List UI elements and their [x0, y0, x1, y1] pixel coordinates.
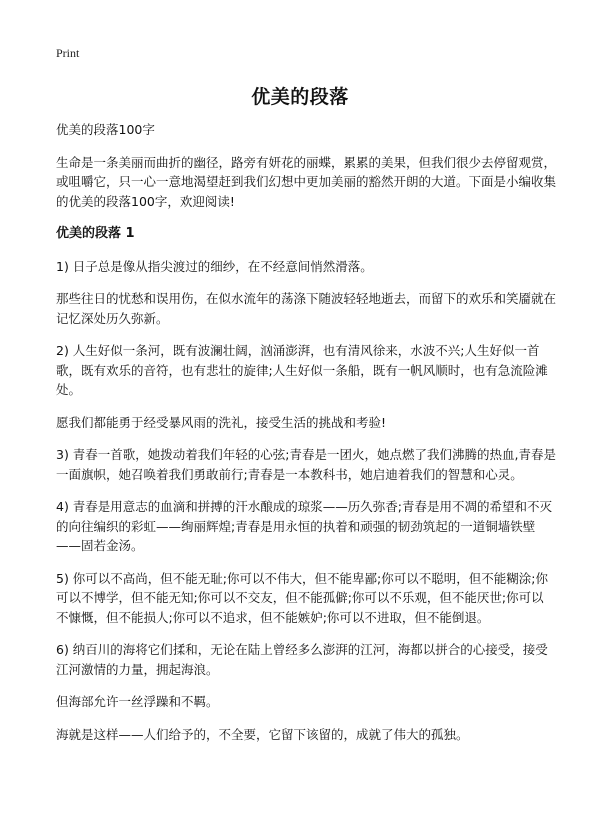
paragraph: 海就是这样——人们给予的，不全要，它留下该留的，成就了伟大的孤独。 — [56, 726, 469, 742]
section-heading: 优美的段落 1 — [56, 226, 135, 241]
print-link[interactable]: Print — [56, 46, 80, 60]
paragraph: 但海部允许一丝浮躁和不羁。 — [56, 694, 219, 709]
intro-paragraph: 生命是一条美丽而曲折的幽径，路旁有妍花的丽蝶，累累的美果，但我们很少去停留观赏，或咀嚼它，只一心一意地渴望赶到我们幻想中更加美丽的豁然开朗的大道。下面是小编收集的优美的段落100字，欢迎阅读! — [56, 154, 557, 209]
paragraph: 愿我们都能勇于经受暴风雨的洗礼，接受生活的挑战和考验! — [56, 414, 387, 430]
article-subtitle: 优美的段落100字 — [56, 122, 155, 137]
page-title: 优美的段落 — [251, 86, 349, 108]
paragraph: 那些往日的忧愁和误用伤，在似水流年的荡涤下随波轻轻地逝去，而留下的欢乐和笑靥就在记忆深处历久弥新。 — [56, 291, 557, 326]
paragraph: 1) 日子总是像从指尖渡过的细纱，在不经意间悄然滑落。 — [56, 258, 373, 274]
paragraph: 3) 青春一首歌，她拨动着我们年轻的心弦;青春是一团火，她点燃了我们沸腾的热血,青春是一面旗帜，她召唤着我们勇敢前行;青春是一本教科书，她启迪着我们的智慧和心灵。 — [56, 447, 556, 482]
article-body — [56, 120, 556, 757]
paragraph: 6) 纳百川的海将它们揉和，无论在陆上曾经多么澎湃的江河，海都以拼合的心接受，接受江河激情的力量，拥起海浪。 — [56, 642, 548, 677]
paragraph: 4) 青春是用意志的血滴和拼搏的汗水酿成的琼浆——历久弥香;青春是用不凋的希望和不灭的向往编织的彩虹——绚丽辉煌;青春是用永恒的执着和顽强的韧劲筑起的一道铜墙铁壁——固若金汤。 — [56, 499, 553, 553]
paragraph: 2) 人生好似一条河，既有波澜壮阔，汹涌澎湃，也有清风徐来，水波不兴;人生好似一首歌，既有欢乐的音符，也有悲壮的旋律;人生好似一条船，既有一帆风顺时，也有急流险滩处。 — [56, 343, 548, 397]
paragraph: 5) 你可以不高尚，但不能无耻;你可以不伟大，但不能卑鄙;你可以不聪明，但不能糊涂;你可以不博学，但不能无知;你可以不交友，但不能孤僻;你可以不乐观，但不能厌世;你可以不慷慨，但不能损人;你可以不追求，但不能嫉妒;你可以不进取，但不能倒退。 — [56, 570, 548, 625]
